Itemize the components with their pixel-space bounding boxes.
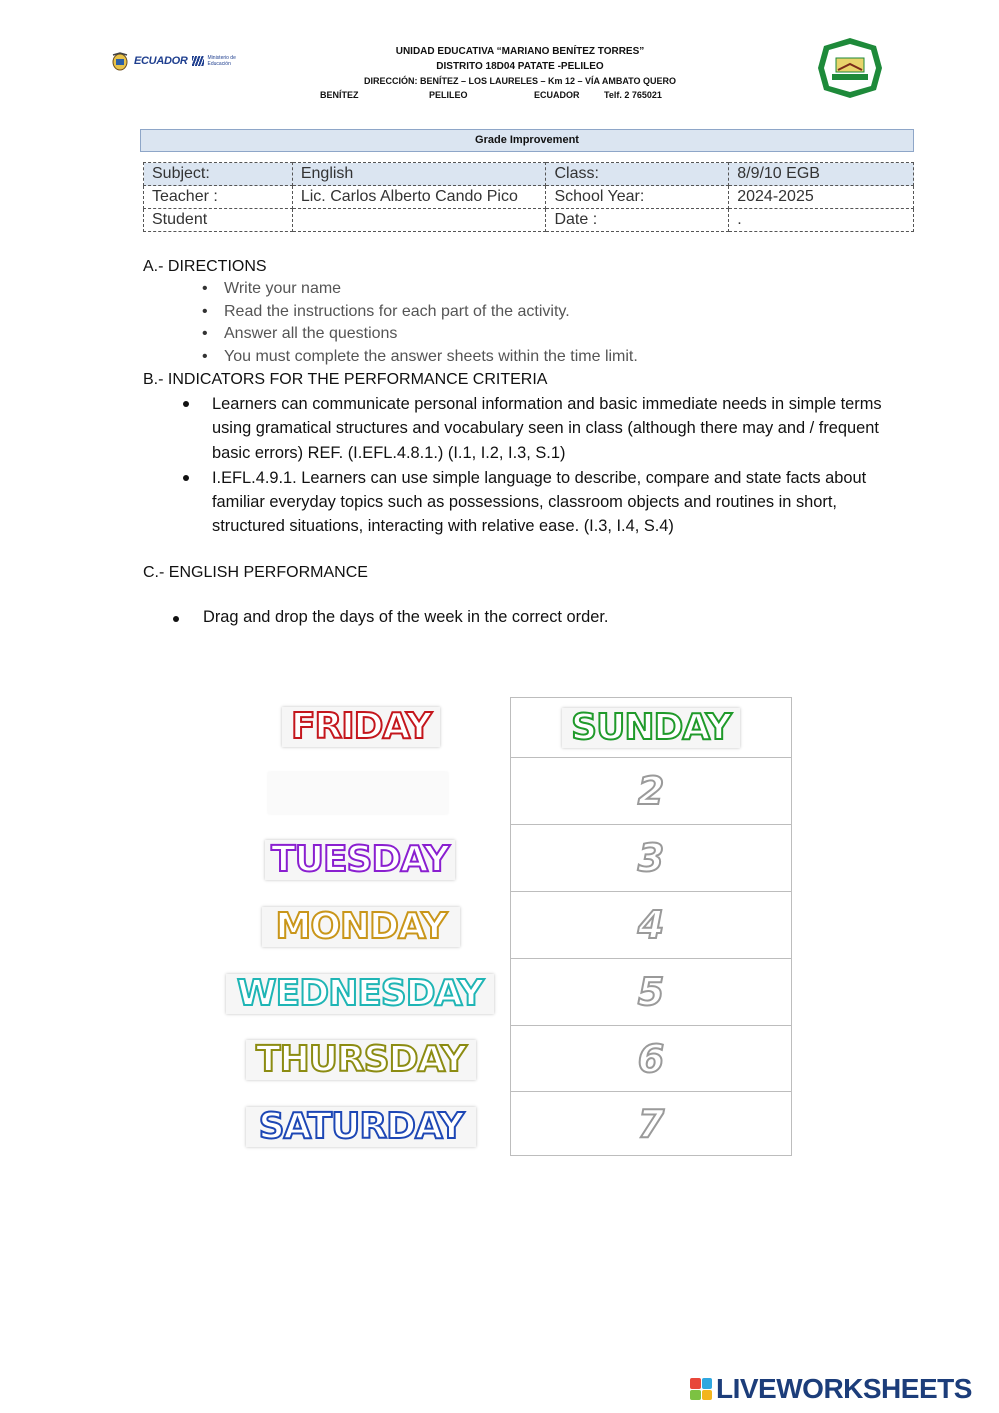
student-info-table [143, 162, 914, 232]
drop-slot-2[interactable] [511, 758, 791, 825]
address-part-3: ECUADOR [534, 90, 580, 100]
performance-heading: C.- ENGLISH PERFORMANCE [143, 564, 368, 581]
slot-number: 5 [637, 970, 665, 1014]
address-part-2: PELILEO [429, 90, 468, 100]
address-part-4: Telf. 2 765021 [604, 90, 662, 100]
drop-slot-5[interactable] [511, 959, 791, 1026]
ecuador-ministry-logo [110, 50, 260, 72]
teacher-label: Teacher : [144, 186, 293, 209]
list-item: • Write your name [202, 278, 638, 301]
slot-1 [511, 698, 791, 758]
directions-heading: A.- DIRECTIONS [143, 258, 267, 275]
table-row [144, 186, 914, 209]
drop-slot-7[interactable] [511, 1092, 791, 1155]
empty-draggable-slot [268, 772, 448, 814]
country-label: ECUADOR [134, 55, 188, 67]
subject-label: Subject: [144, 163, 293, 186]
liveworksheets-icon [690, 1378, 712, 1400]
drop-slot-3[interactable] [511, 825, 791, 892]
directions-list [202, 278, 638, 368]
draggable-monday[interactable]: MONDAY [262, 907, 460, 947]
fixed-sunday: SUNDAY [562, 708, 740, 748]
slot-number: 2 [637, 769, 665, 813]
stripes-icon [192, 56, 204, 66]
teacher-value: Lic. Carlos Alberto Cando Pico [292, 186, 546, 209]
draggable-thursday[interactable]: THURSDAY [246, 1040, 476, 1080]
list-item: • You must complete the answer sheets within the time limit. [202, 346, 638, 369]
slot-number: 3 [637, 836, 665, 880]
brand-name: LIVEWORKSHEETS [716, 1373, 972, 1404]
school-seal-icon [814, 36, 886, 100]
drag-instruction: Drag and drop the days of the week in the correct order. [173, 608, 608, 627]
list-item: • Answer all the questions [202, 323, 638, 346]
list-item: • Read the instructions for each part of the activity. [202, 301, 638, 324]
slot-number: 6 [637, 1036, 665, 1081]
school-year-value: 2024-2025 [729, 186, 914, 209]
indicators-list [183, 392, 893, 540]
class-value: 8/9/10 EGB [729, 163, 914, 186]
school-header [300, 44, 740, 89]
grade-improvement-title: Grade Improvement [140, 129, 914, 152]
list-item: Learners can communicate personal information and basic immediate needs in simple terms using gramatical structures and vocabulary seen in class (although there may and / frequent basic errors) REF. (I.EFL.4.8.1.) (I.1, I.2, I.3, S.1) [183, 392, 893, 465]
slot-number: 7 [637, 1101, 665, 1146]
school-year-label: School Year: [546, 186, 729, 209]
subject-value: English [292, 163, 546, 186]
draggable-wednesday[interactable]: WEDNESDAY [226, 974, 494, 1014]
district: DISTRITO 18D04 PATATE -PELILEO [436, 61, 604, 72]
draggable-tuesday[interactable]: TUESDAY [265, 840, 455, 880]
date-field[interactable]: . [729, 209, 914, 232]
student-label: Student [144, 209, 293, 232]
liveworksheets-logo [690, 1373, 972, 1405]
slot-number: 4 [637, 903, 665, 947]
draggable-friday[interactable]: FRIDAY [282, 707, 440, 747]
address: DIRECCIÓN: BENÍTEZ – LOS LAURELES – Km 12 – VÍA AMBATO QUERO [363, 76, 677, 86]
date-label: Date : [546, 209, 729, 232]
draggable-saturday[interactable]: SATURDAY [246, 1107, 476, 1147]
answer-grid [510, 697, 792, 1156]
drop-slot-4[interactable] [511, 892, 791, 959]
class-label: Class: [546, 163, 729, 186]
drop-slot-6[interactable] [511, 1026, 791, 1092]
table-row [144, 163, 914, 186]
list-item: I.EFL.4.9.1. Learners can use simple language to describe, compare and state facts about familiar everyday topics such as possessions, classroom objects and routines in short, structured situations, interacting with relative ease. (I.3, I.4, S.4) [183, 466, 893, 539]
school-name: UNIDAD EDUCATIVA “MARIANO BENÍTEZ TORRES” [395, 46, 645, 57]
student-name-field[interactable] [292, 209, 546, 232]
ministry-label: Ministerio de Educación [207, 55, 236, 67]
address-part-1: BENÍTEZ [320, 90, 359, 100]
table-row [144, 209, 914, 232]
coat-of-arms-icon [110, 51, 130, 71]
indicators-heading: B.- INDICATORS FOR THE PERFORMANCE CRITERIA [143, 371, 548, 388]
